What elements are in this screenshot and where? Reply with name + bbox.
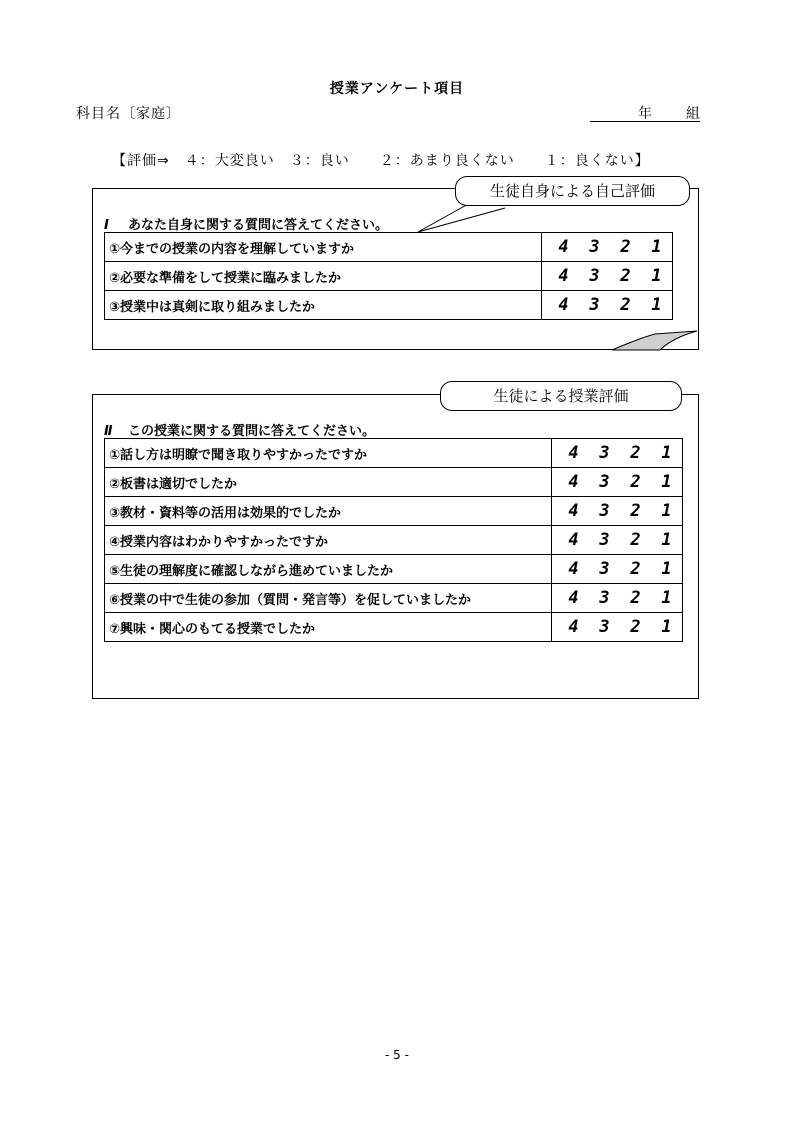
question-row bbox=[105, 584, 683, 613]
score-option[interactable]: 3 bbox=[599, 443, 610, 463]
question-label: ②必要な準備をして授業に臨みましたか bbox=[105, 262, 542, 291]
score-options bbox=[542, 233, 673, 262]
section1-number: Ⅰ bbox=[104, 218, 109, 233]
score-option[interactable]: 1 bbox=[651, 237, 662, 257]
score-option[interactable]: 4 bbox=[568, 443, 579, 463]
score-option[interactable]: 4 bbox=[558, 237, 569, 257]
question-label: ①今までの授業の内容を理解していますか bbox=[105, 233, 542, 262]
score-option[interactable]: 1 bbox=[661, 443, 672, 463]
page-number: - 5 - bbox=[385, 1048, 409, 1062]
score-options bbox=[552, 526, 683, 555]
score-option[interactable]: 1 bbox=[661, 617, 672, 637]
question-row bbox=[105, 233, 673, 262]
score-option[interactable]: 4 bbox=[568, 588, 579, 608]
section2-heading bbox=[104, 420, 375, 439]
score-option[interactable]: 2 bbox=[630, 530, 641, 550]
question-label: ⑤生徒の理解度に確認しながら進めていましたか bbox=[105, 555, 552, 584]
score-option[interactable]: 3 bbox=[599, 559, 610, 579]
score-option[interactable]: 2 bbox=[620, 237, 631, 257]
subject-label: 科目名〔家庭〕 bbox=[76, 106, 181, 122]
group-label: 組 bbox=[686, 106, 700, 122]
score-options bbox=[542, 291, 673, 320]
score-option[interactable]: 1 bbox=[661, 472, 672, 492]
question-row bbox=[105, 555, 683, 584]
question-label: ①話し方は明瞭で聞き取りやすかったですか bbox=[105, 439, 552, 468]
question-row bbox=[105, 526, 683, 555]
section2-number: Ⅱ bbox=[104, 424, 113, 439]
score-options bbox=[552, 439, 683, 468]
score-options bbox=[552, 468, 683, 497]
score-option[interactable]: 4 bbox=[568, 530, 579, 550]
score-option[interactable]: 1 bbox=[651, 266, 662, 286]
question-label: ⑥授業の中で生徒の参加（質問・発言等）を促していましたか bbox=[105, 584, 552, 613]
score-option[interactable]: 3 bbox=[599, 472, 610, 492]
score-option[interactable]: 3 bbox=[599, 617, 610, 637]
section1-heading bbox=[104, 214, 388, 233]
score-options bbox=[552, 497, 683, 526]
score-option[interactable]: 2 bbox=[630, 588, 641, 608]
score-option[interactable]: 1 bbox=[651, 295, 662, 315]
question-label: ③授業中は真剣に取り組みましたか bbox=[105, 291, 542, 320]
score-option[interactable]: 2 bbox=[630, 443, 641, 463]
score-option[interactable]: 1 bbox=[661, 588, 672, 608]
score-option[interactable]: 3 bbox=[599, 588, 610, 608]
score-option[interactable]: 2 bbox=[620, 295, 631, 315]
question-label: ③教材・資料等の活用は効果的でしたか bbox=[105, 497, 552, 526]
score-option[interactable]: 1 bbox=[661, 530, 672, 550]
score-options bbox=[552, 613, 683, 642]
score-option[interactable]: 3 bbox=[589, 237, 600, 257]
rating-scale: 【評価⇒ ４：大変良い ３：良い ２：あまり良くない １：良くない】 bbox=[112, 153, 650, 169]
score-option[interactable]: 3 bbox=[599, 530, 610, 550]
question-row bbox=[105, 439, 683, 468]
section2-heading-text: この授業に関する質問に答えてください。 bbox=[128, 424, 376, 439]
score-option[interactable]: 2 bbox=[630, 559, 641, 579]
question-label: ⑦興味・関心のもてる授業でしたか bbox=[105, 613, 552, 642]
question-label: ②板書は適切でしたか bbox=[105, 468, 552, 497]
year-label: 年 bbox=[638, 106, 652, 122]
score-option[interactable]: 3 bbox=[589, 295, 600, 315]
score-option[interactable]: 2 bbox=[620, 266, 631, 286]
score-option[interactable]: 3 bbox=[599, 501, 610, 521]
score-option[interactable]: 2 bbox=[630, 501, 641, 521]
score-option[interactable]: 4 bbox=[568, 559, 579, 579]
score-option[interactable]: 4 bbox=[568, 472, 579, 492]
score-option[interactable]: 1 bbox=[661, 501, 672, 521]
section1-heading-text: あなた自身に関する質問に答えてください。 bbox=[128, 218, 389, 233]
score-option[interactable]: 4 bbox=[558, 295, 569, 315]
page-title: 授業アンケート項目 bbox=[329, 81, 465, 97]
section1-callout: 生徒自身による自己評価 bbox=[455, 176, 690, 206]
question-row bbox=[105, 613, 683, 642]
score-option[interactable]: 2 bbox=[630, 472, 641, 492]
section2-callout: 生徒による授業評価 bbox=[440, 381, 682, 411]
question-label: ④授業内容はわかりやすかったですか bbox=[105, 526, 552, 555]
question-row bbox=[105, 468, 683, 497]
section2-table bbox=[104, 438, 683, 642]
section1-table bbox=[104, 232, 673, 320]
score-option[interactable]: 4 bbox=[568, 501, 579, 521]
score-options bbox=[552, 555, 683, 584]
score-option[interactable]: 4 bbox=[568, 617, 579, 637]
score-option[interactable]: 2 bbox=[630, 617, 641, 637]
question-row bbox=[105, 262, 673, 291]
score-options bbox=[542, 262, 673, 291]
score-option[interactable]: 3 bbox=[589, 266, 600, 286]
score-option[interactable]: 1 bbox=[661, 559, 672, 579]
question-row bbox=[105, 497, 683, 526]
question-row bbox=[105, 291, 673, 320]
score-option[interactable]: 4 bbox=[558, 266, 569, 286]
score-options bbox=[552, 584, 683, 613]
